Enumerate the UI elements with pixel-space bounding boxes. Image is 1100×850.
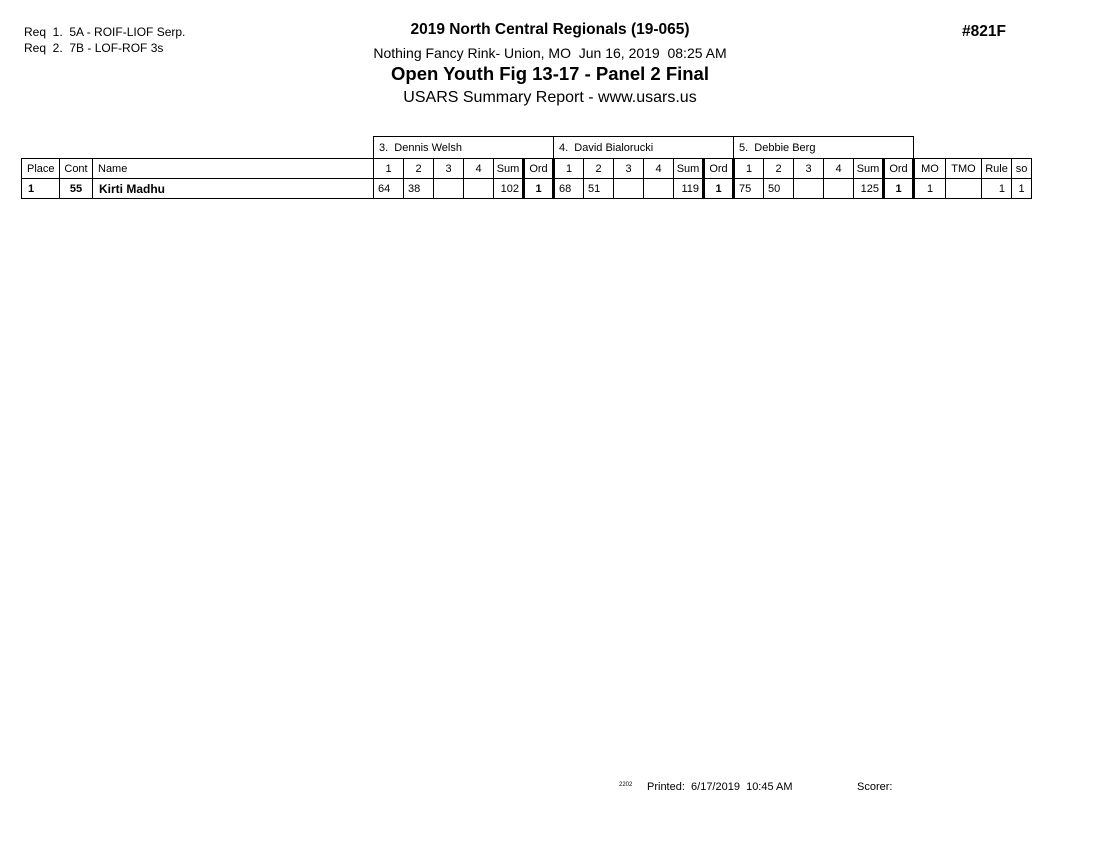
result-row xyxy=(22,179,1032,199)
contestant-number-cell: 55 xyxy=(60,179,93,199)
col-header-j3-sum: Sum xyxy=(494,159,524,179)
judge-3-name-cell: 3. Dennis Welsh xyxy=(374,137,554,159)
col-header-j5-sum: Sum xyxy=(854,159,884,179)
j3-score-1-cell: 64 xyxy=(374,179,404,199)
results-table-wrap xyxy=(21,136,1032,199)
col-header-j4-3: 3 xyxy=(614,159,644,179)
j3-score-2-cell: 38 xyxy=(404,179,434,199)
j4-score-4-cell xyxy=(644,179,674,199)
report-subtitle: USARS Summary Report - www.usars.us xyxy=(403,89,697,106)
j5-score-2-cell: 50 xyxy=(764,179,794,199)
scorer-label: Scorer: xyxy=(857,781,893,793)
col-header-j4-4: 4 xyxy=(644,159,674,179)
tmo-cell xyxy=(946,179,982,199)
report-number: #821F xyxy=(962,23,1006,40)
col-header-j5-3: 3 xyxy=(794,159,824,179)
so-cell: 1 xyxy=(1012,179,1032,199)
j3-score-4-cell xyxy=(464,179,494,199)
j4-score-3-cell xyxy=(614,179,644,199)
judge-4-name-cell: 4. David Bialorucki xyxy=(554,137,734,159)
col-header-cont: Cont xyxy=(60,159,93,179)
req-2-line: Req 2. 7B - LOF-ROF 3s xyxy=(24,41,164,55)
col-header-j5-4: 4 xyxy=(824,159,854,179)
j5-score-3-cell xyxy=(794,179,824,199)
j5-ord-cell: 1 xyxy=(884,179,914,199)
judge-row-spacer-left xyxy=(22,137,374,159)
printed-timestamp: Printed: 6/17/2019 10:45 AM xyxy=(647,781,793,793)
col-header-j3-2: 2 xyxy=(404,159,434,179)
col-header-j3-1: 1 xyxy=(374,159,404,179)
col-header-j4-2: 2 xyxy=(584,159,614,179)
col-header-place: Place xyxy=(22,159,60,179)
j4-score-1-cell: 68 xyxy=(554,179,584,199)
print-version-mark: 2202 xyxy=(619,782,633,788)
col-header-j4-sum: Sum xyxy=(674,159,704,179)
place-cell: 1 xyxy=(22,179,60,199)
col-header-j3-4: 4 xyxy=(464,159,494,179)
j4-score-2-cell: 51 xyxy=(584,179,614,199)
col-header-j4-ord: Ord xyxy=(704,159,734,179)
req-1-line: Req 1. 5A - ROIF-LIOF Serp. xyxy=(24,25,186,39)
j3-ord-cell: 1 xyxy=(524,179,554,199)
division-title: Open Youth Fig 13-17 - Panel 2 Final xyxy=(391,63,709,84)
col-header-mo: MO xyxy=(914,159,946,179)
skater-name-cell: Kirti Madhu xyxy=(93,179,374,199)
j3-score-3-cell xyxy=(434,179,464,199)
col-header-j4-1: 1 xyxy=(554,159,584,179)
col-header-name: Name xyxy=(93,159,374,179)
venue-date-line: Nothing Fancy Rink- Union, MO Jun 16, 2019 08:25 AM xyxy=(373,45,727,61)
col-header-j5-ord: Ord xyxy=(884,159,914,179)
event-title: 2019 North Central Regionals (19-065) xyxy=(410,21,690,38)
j3-sum-cell: 102 xyxy=(494,179,524,199)
col-header-j5-1: 1 xyxy=(734,159,764,179)
col-header-tmo: TMO xyxy=(946,159,982,179)
j4-sum-cell: 119 xyxy=(674,179,704,199)
judge-names-row xyxy=(22,137,1032,159)
rule-cell: 1 xyxy=(982,179,1012,199)
mo-cell: 1 xyxy=(914,179,946,199)
col-header-j5-2: 2 xyxy=(764,159,794,179)
j5-sum-cell: 125 xyxy=(854,179,884,199)
judge-5-name-cell: 5. Debbie Berg xyxy=(734,137,914,159)
col-header-j3-3: 3 xyxy=(434,159,464,179)
j5-score-1-cell: 75 xyxy=(734,179,764,199)
column-header-row xyxy=(22,159,1032,179)
col-header-so: so xyxy=(1012,159,1032,179)
j5-score-4-cell xyxy=(824,179,854,199)
j4-ord-cell: 1 xyxy=(704,179,734,199)
judge-row-spacer-right xyxy=(914,137,1032,159)
col-header-j3-ord: Ord xyxy=(524,159,554,179)
col-header-rule: Rule xyxy=(982,159,1012,179)
results-table xyxy=(21,136,1032,199)
